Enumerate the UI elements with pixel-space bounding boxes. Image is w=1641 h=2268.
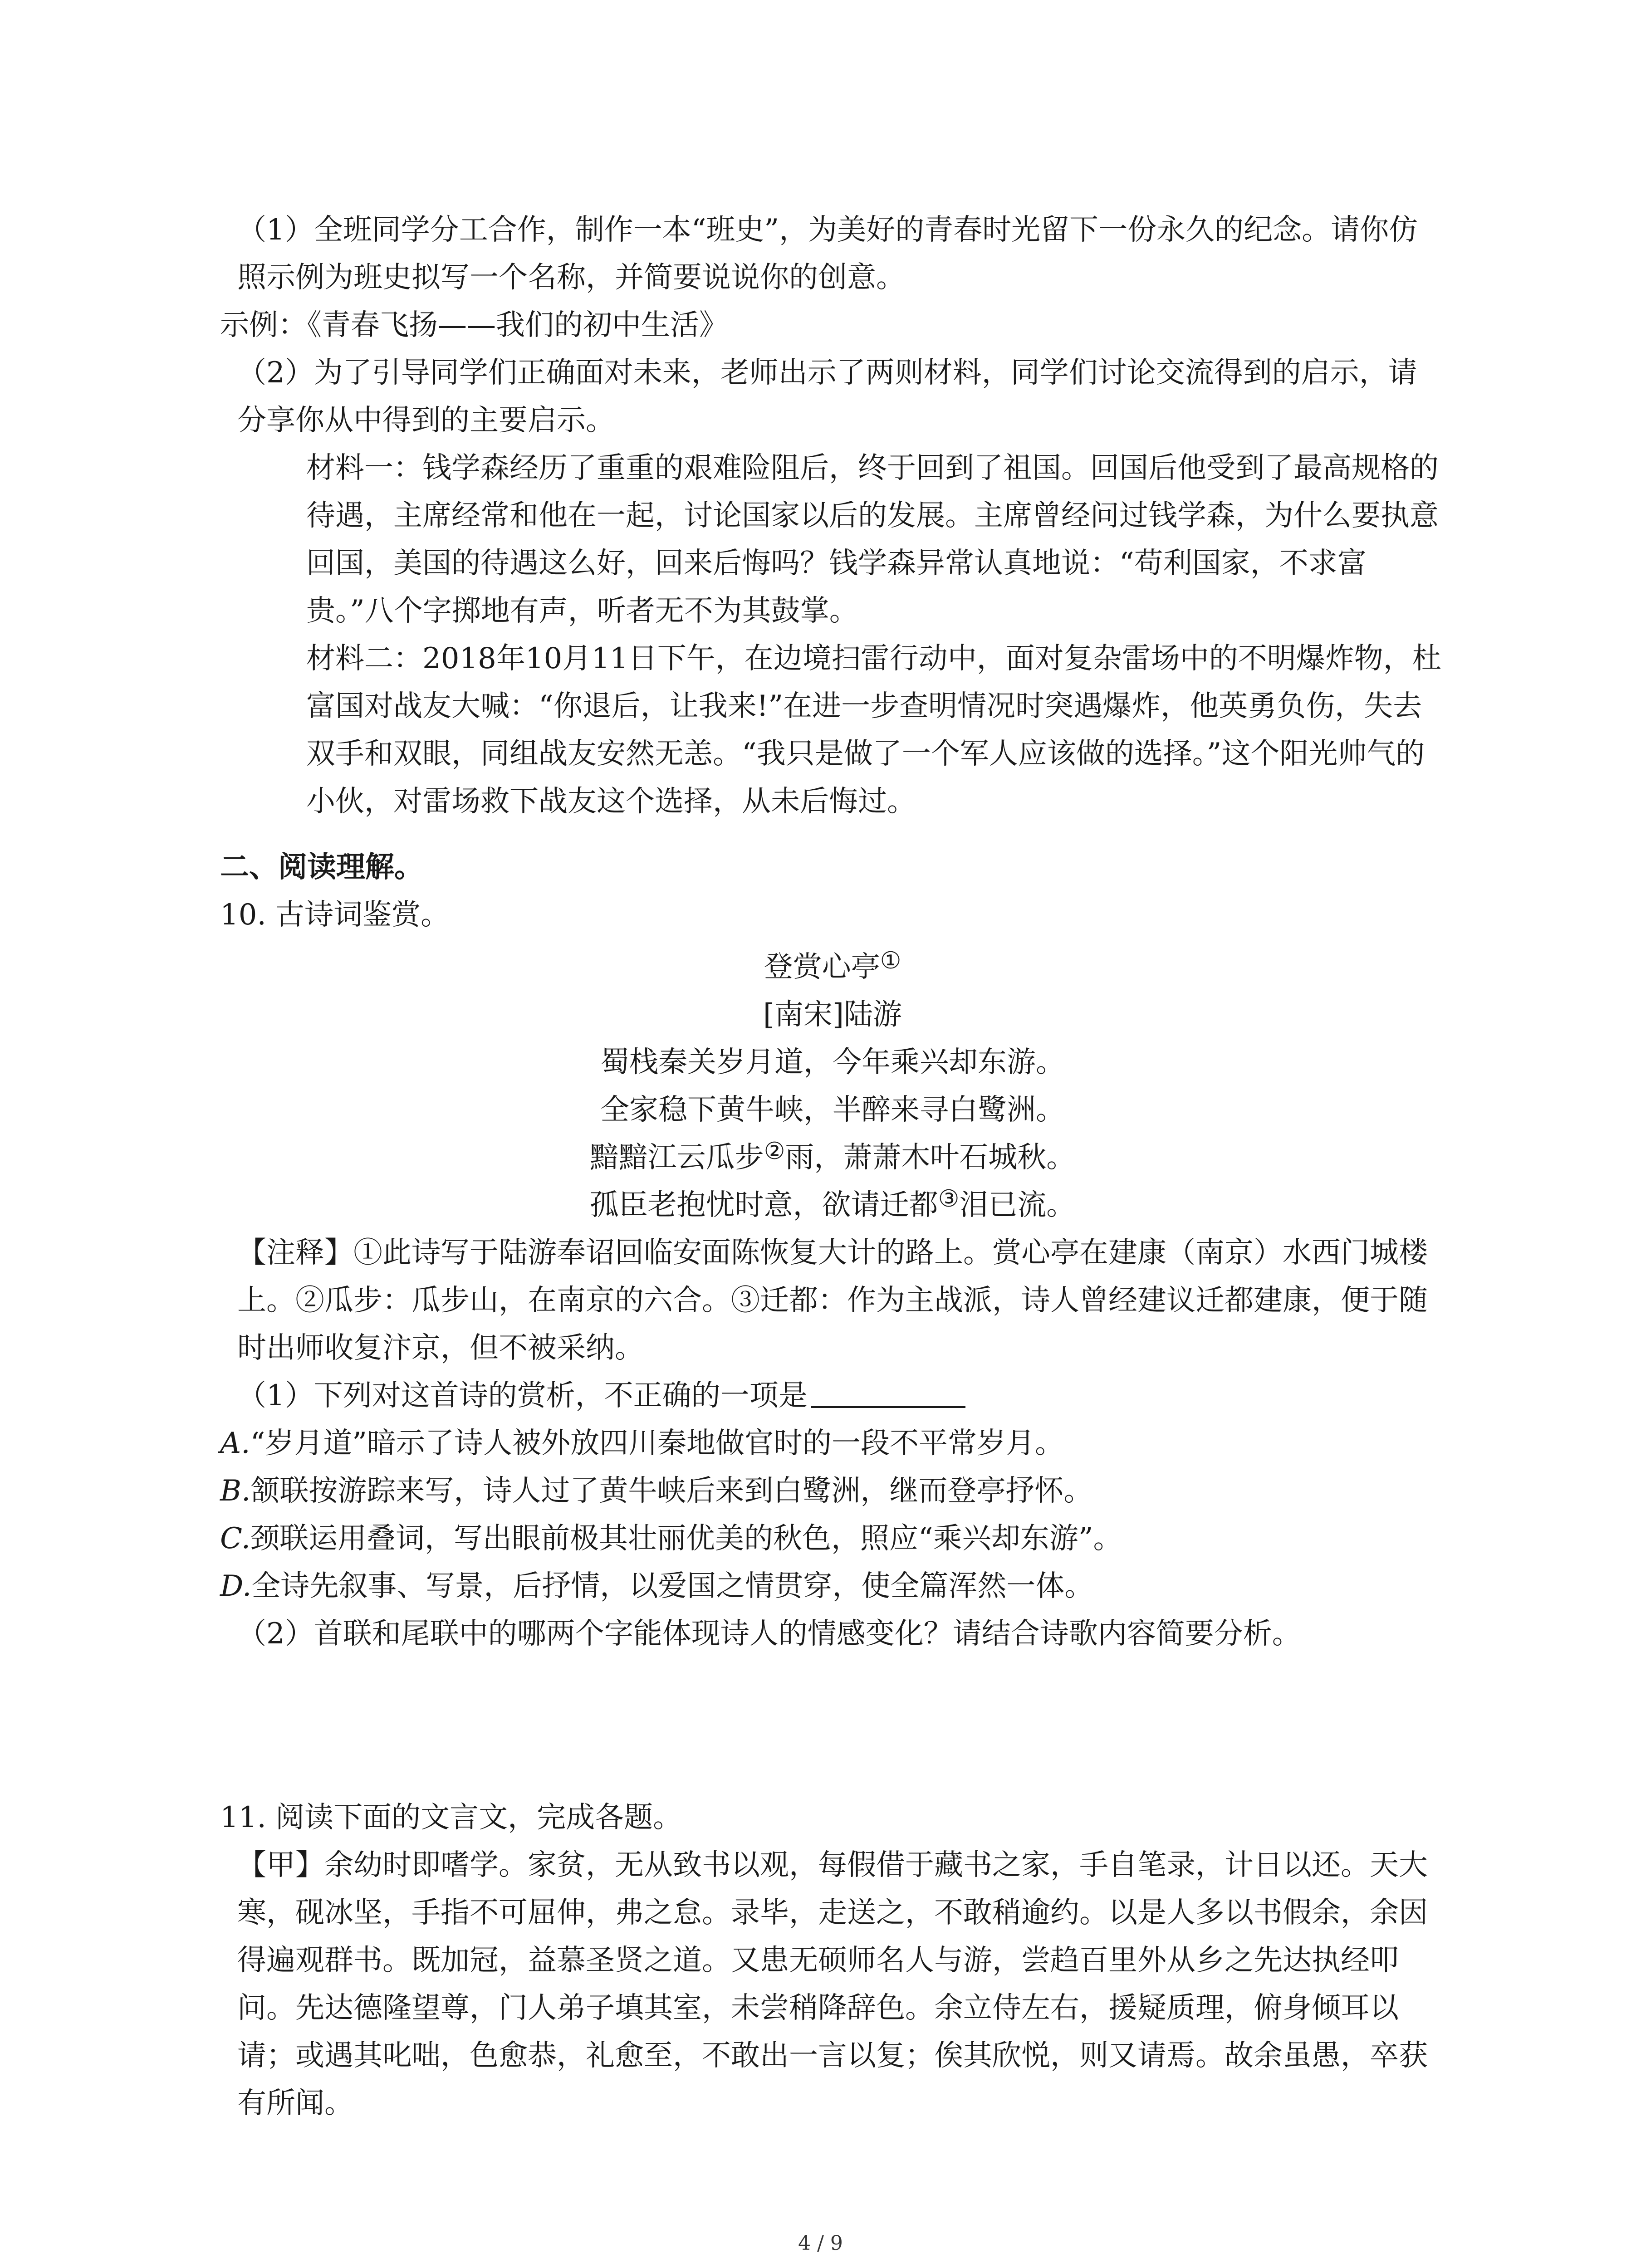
poem-author: [南宋]陆游 xyxy=(763,998,902,1031)
q9-part1: （1）全班同学分工合作，制作一本“班史”，为美好的青春时光留下一份永久的纪念。请你仿照示例为班史拟写一个名称，并简要说说你的创意。 xyxy=(237,213,1418,294)
q9-example: 示例：《青春飞扬——我们的初中生活》 xyxy=(220,308,728,342)
page-number: 4 / 9 xyxy=(798,2232,843,2255)
poem-line-1: 蜀栈秦关岁月道，今年乘兴却东游。 xyxy=(600,1046,1065,1079)
poem-title xyxy=(220,943,1445,991)
poem-line-3b: 雨，萧萧木叶石城秋。 xyxy=(785,1141,1076,1174)
footnote-mark-2: ② xyxy=(764,1138,785,1165)
q10-sub2: （2）首联和尾联中的哪两个字能体现诗人的情感变化？请结合诗歌内容简要分析。 xyxy=(237,1617,1301,1651)
answer-space xyxy=(220,1658,1445,1794)
q9-material1: 材料一：钱学森经历了重重的艰难险阻后，终于回到了祖国。回国后他受到了最高规格的待遇，主席经常和他在一起，讨论国家以后的发展。主席曾经问过钱学森，为什么要执意回国，美国的待遇这么好，回来后悔吗？钱学森异常认真地说：“苟利国家，不求富贵。”八个字掷地有声，听者无不为其鼓掌。 xyxy=(306,451,1439,628)
choice-c xyxy=(220,1515,1445,1563)
poem-title-text: 登赏心亭 xyxy=(764,950,880,984)
q10-sub1 xyxy=(220,1372,1445,1420)
answer-blank[interactable] xyxy=(811,1379,965,1408)
choice-d xyxy=(220,1563,1445,1610)
poem-line-4b: 泪已流。 xyxy=(959,1188,1076,1222)
choice-d-text: 全诗先叙事、写景，后抒情，以爱国之情贯穿，使全篇浑然一体。 xyxy=(251,1569,1094,1603)
choice-b-text: 颔联按游踪来写，诗人过了黄牛峡后来到白鹭洲，继而登亭抒怀。 xyxy=(250,1474,1093,1508)
q10-sub1-text: （1）下列对这首诗的赏析，不正确的一项是 xyxy=(237,1379,808,1413)
footnote-mark-1: ① xyxy=(880,947,901,974)
choice-a xyxy=(220,1420,1445,1467)
choice-b xyxy=(220,1467,1445,1515)
page-content xyxy=(220,206,1445,2127)
poem-notes: 【注释】①此诗写于陆游奉诏回临安面陈恢复大计的路上。赏心亭在建康（南京）水西门城楼上。②瓜步：瓜步山，在南京的六合。③迁都：作为主战派，诗人曾经建议迁都建康，便于随时出师收复汴京，但不被采纳。 xyxy=(237,1236,1428,1365)
choice-a-letter: A. xyxy=(220,1427,250,1460)
poem-line-3a: 黯黯江云瓜步 xyxy=(589,1141,764,1174)
poem-line-2: 全家稳下黄牛峡，半醉来寻白鹭洲。 xyxy=(600,1093,1065,1127)
q9-material2: 材料二：2018年10月11日下午，在边境扫雷行动中，面对复杂雷场中的不明爆炸物，杜富国对战友大喊：“你退后，让我来!”在进一步查明情况时突遇爆炸，他英勇负伤，失去双手和双眼，同组战友安然无恙。“我只是做了一个军人应该做的选择。”这个阳光帅气的小伙，对雷场救下战友这个选择，从未后悔过。 xyxy=(306,642,1441,818)
q10-heading: 10. 古诗词鉴赏。 xyxy=(220,898,450,932)
q11-heading: 11. 阅读下面的文言文，完成各题。 xyxy=(220,1801,682,1834)
choice-c-letter: C. xyxy=(220,1522,251,1555)
choice-d-letter: D. xyxy=(220,1569,252,1603)
choice-b-letter: B. xyxy=(220,1474,251,1508)
choice-c-text: 颈联运用叠词，写出眼前极其壮丽优美的秋色，照应“乘兴却东游”。 xyxy=(250,1522,1122,1555)
choice-a-text: “岁月道”暗示了诗人被外放四川秦地做官时的一段不平常岁月。 xyxy=(250,1427,1064,1460)
section-title-reading: 二、阅读理解。 xyxy=(220,850,423,884)
q11-passage-jia: 【甲】余幼时即嗜学。家贫，无从致书以观，每假借于藏书之家，手自笔录，计日以还。天大寒，砚冰坚，手指不可屈伸，弗之怠。录毕，走送之，不敢稍逾约。以是人多以书假余，余因得遍观群书。既加冠，益慕圣贤之道。又患无硕师名人与游，尝趋百里外从乡之先达执经叩问。先达德隆望尊，门人弟子填其室，未尝稍降辞色。余立侍左右，援疑质理，俯身倾耳以请；或遇其叱咄，色愈恭，礼愈至，不敢出一言以复；俟其欣悦，则又请焉。故余虽愚，卒获有所闻。 xyxy=(237,1848,1428,2120)
poem-line-3 xyxy=(220,1134,1445,1182)
q9-part2: （2）为了引导同学们正确面对未来，老师出示了两则材料，同学们讨论交流得到的启示，请分享你从中得到的主要启示。 xyxy=(237,356,1417,437)
footnote-mark-3: ③ xyxy=(938,1185,960,1212)
poem-line-4a: 孤臣老抱忧时意，欲请迁都 xyxy=(589,1188,938,1222)
poem-line-4 xyxy=(220,1182,1445,1229)
